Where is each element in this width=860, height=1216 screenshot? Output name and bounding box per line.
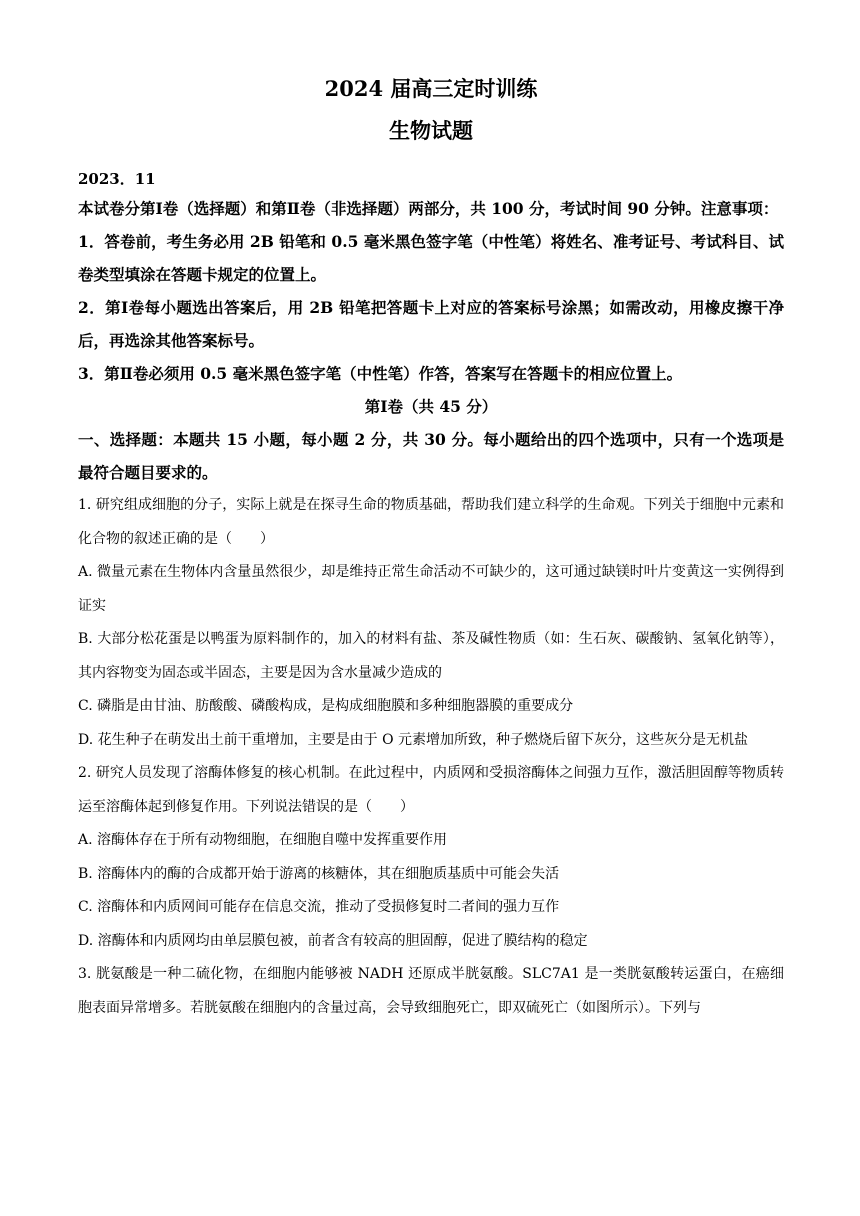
- instruction-item: 2．第Ⅰ卷每小题选出答案后，用 2B 铅笔把答题卡上对应的答案标号涂黑；如需改动，用橡皮擦干净后，再选涂其他答案标号。: [78, 298, 784, 350]
- question-option: B. 大部分松花蛋是以鸭蛋为原料制作的，加入的材料有盐、茶及碱性物质（如：生石灰、碳酸钠、氢氧化钠等），其内容物变为固态或半固态，主要是因为含水量减少造成的: [78, 631, 784, 681]
- question-option: C. 磷脂是由甘油、肪酸酸、磷酸构成，是构成细胞膜和多种细胞器膜的重要成分: [78, 698, 574, 714]
- section-heading: 一、选择题：本题共 15 小题，每小题 2 分，共 30 分。每小题给出的四个选项中，只有一个选项是最符合题目要求的。: [78, 430, 784, 482]
- question-option: A. 溶酶体存在于所有动物细胞，在细胞自噬中发挥重要作用: [78, 832, 448, 848]
- instructions-intro: 本试卷分第Ⅰ卷（选择题）和第Ⅱ卷（非选择题）两部分，共 100 分，考试时间 90 分钟。注意事项：: [78, 199, 779, 218]
- question-3: [78, 958, 784, 1025]
- instruction-item: 3．第Ⅱ卷必须用 0.5 毫米黑色签字笔（中性笔）作答，答案写在答题卡的相应位置上。: [78, 364, 683, 383]
- exam-date: 2023．11: [78, 170, 156, 188]
- question-2: [78, 757, 784, 958]
- question-option: A. 微量元素在生物体内含量虽然很少，却是维持正常生命活动不可缺少的，这可通过缺镁时叶片变黄这一实例得到证实: [78, 564, 784, 614]
- question-option: D. 花生种子在萌发出土前干重增加，主要是由于 O 元素增加所致，种子燃烧后留下灰分，这些灰分是无机盐: [78, 731, 749, 748]
- question-option: B. 溶酶体内的酶的合成都开始于游离的核糖体，其在细胞质基质中可能会失活: [78, 865, 560, 882]
- question-1: [78, 489, 784, 757]
- question-option: D. 溶酶体和内质网均由单层膜包被，前者含有较高的胆固醇，促进了膜结构的稳定: [78, 932, 588, 949]
- instruction-item: 1．答卷前，考生务必用 2B 铅笔和 0.5 毫米黑色签字笔（中性笔）将姓名、准考证号、考试科目、试卷类型填涂在答题卡规定的位置上。: [78, 232, 784, 284]
- section-title: 第Ⅰ卷（共 45 分）: [364, 397, 498, 416]
- question-stem: 2. 研究人员发现了溶酶体修复的核心机制。在此过程中，内质网和受损溶酶体之间强力互作，激活胆固醇等物质转运至溶酶体起到修复作用。下列说法错误的是（ ）: [78, 765, 784, 815]
- exam-page: [78, 72, 784, 1025]
- exam-title: 2024 届高三定时训练: [324, 76, 538, 101]
- question-stem: 3. 胱氨酸是一种二硫化物，在细胞内能够被 NADH 还原成半胱氨酸。SLC7A1 是一类胱氨酸转运蛋白，在癌细胞表面异常增多。若胱氨酸在细胞内的含量过高，会导致细胞死亡，即双硫死亡（如图所示）。下列与: [78, 966, 784, 1016]
- question-option: C. 溶酶体和内质网间可能存在信息交流，推动了受损修复时二者间的强力互作: [78, 899, 560, 915]
- question-stem: 1. 研究组成细胞的分子，实际上就是在探寻生命的物质基础，帮助我们建立科学的生命观。下列关于细胞中元素和化合物的叙述正确的是（ ）: [78, 497, 784, 547]
- exam-subtitle: 生物试题: [389, 118, 473, 143]
